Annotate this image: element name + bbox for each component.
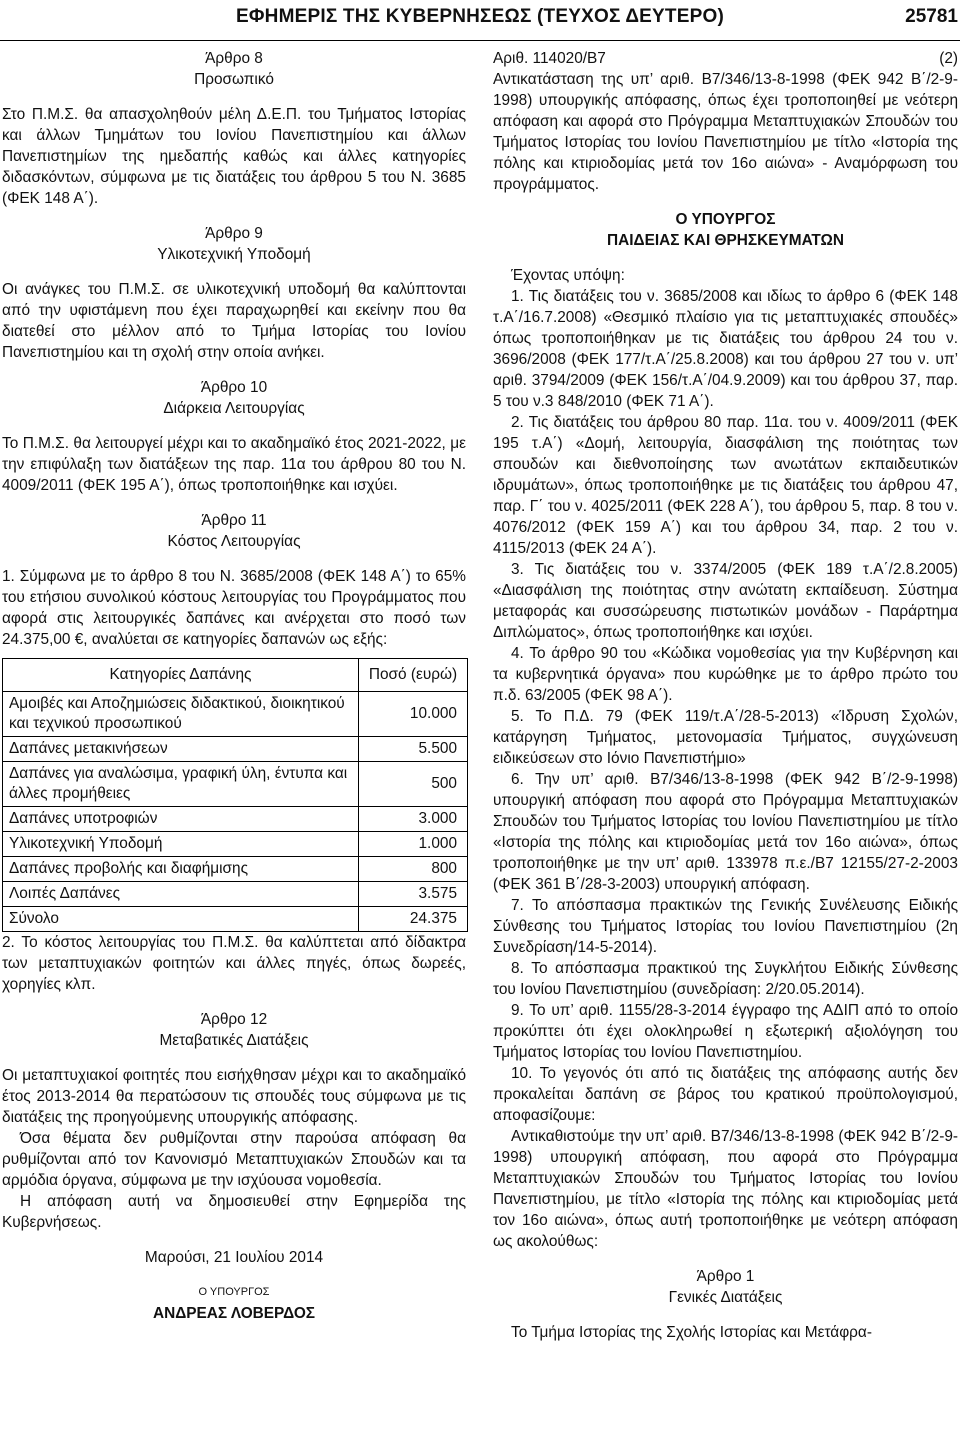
article-12-paragraph: Όσα θέματα δεν ρυθμίζονται στην παρούσα απόφαση θα ρυθμίζονται από τον Κανονισμό Μεταπτυχιακών Σπουδών και τα αρμόδια όργανα, σύμφωνα με την ισχύουσα νομοθεσία. [2,1130,466,1189]
page-number: 25781 [905,6,958,27]
list-item: 3. Τις διατάξεις του ν. 3374/2005 (ΦΕΚ 189 τ.Α΄/2.8.2005) «Διασφάλιση της ποιότητας στην ανώτατη εκπαίδευση. Σύστημα μεταφοράς και συσσώρευσης πιστωτικών μονάδων - Παράρτημα Διπλώματος», όπως τροποποιήθηκε και ισχύει. [493,561,958,641]
right-column [493,48,958,1343]
signer-name: ΑΝΔΡΕΑΣ ΛΟΒΕΡΔΟΣ [152,1305,316,1322]
decision-subject: Αντικατάσταση της υπ’ αριθ. Β7/346/13-8-1998 (ΦΕΚ 942 Β΄/2-9-1998) υπουργικής απόφασης, όπως έχει τροποποιηθεί με νεότερη απόφαση και αφορά στο Πρόγραμμα Μεταπτυχιακών Σπουδών του Τμήματος Ιστορίας του Ιονίου Πανεπιστημίου με τίτλο «Ιστορία της πόλης και κτιριοδομίας μετά τον 16ο αιώνα» - Αναμόρφωση του προγράμματος. [493,71,958,193]
cost-category: Δαπάνες για αναλώσιμα, γραφική ύλη, έντυπα και άλλες προμήθειες [3,762,359,807]
signature-date: Μαρούσι, 21 Ιουλίου 2014 [144,1249,324,1266]
article-1-text: Το Τμήμα Ιστορίας της Σχολής Ιστορίας και Μετάφρα- [511,1324,872,1341]
table-row [3,807,468,832]
decision-reference [493,48,958,69]
cost-amount: 1.000 [359,832,468,857]
list-item: 2. Τις διατάξεις του άρθρου 80 παρ. 11α. του ν. 4009/2011 (ΦΕΚ 195 τ.Α΄) «Δομή, λειτουργία, διασφάλιση της ποιότητας των σπουδών και διεθνοποίησης των ανωτάτων εκπαιδευτικών ιδρυμάτων», όπως τροποποιήθηκε με τις διατάξεις του άρθρου 47, παρ. Γ΄ του ν. 4025/2011 (ΦΕΚ 228 Α΄), του άρθρου 5, παρ. 8 του ν. 4076/2012 (ΦΕΚ 159 Α΄) και του άρθρου 34, παρ. 2 του ν. 4115/2013 (ΦΕΚ 24 Α΄). [493,414,958,557]
cost-table-head-category: Κατηγορίες Δαπάνης [3,659,359,692]
cost-category: Υλικοτεχνική Υποδομή [3,832,359,857]
cost-category: Λοιπές Δαπάνες [3,882,359,907]
list-item: 8. Το απόσπασμα πρακτικού της Συγκλήτου Ειδικής Σύνθεσης του Ιονίου Πανεπιστημίου (συνεδρίαση: 2/20.05.2014). [493,960,958,998]
list-item: 7. Το απόσπασμα πρακτικών της Γενικής Συνέλευσης Ειδικής Σύνθεσης του Τμήματος Ιστορίας του Ιονίου Πανεπιστημίου (2η Συνεδρίαση/14-5-2014). [493,897,958,956]
article-10-title: Άρθρο 10 [200,379,268,396]
cost-amount: 500 [359,762,468,807]
signer-role: Ο ΥΠΟΥΡΓΟΣ [198,1286,270,1298]
ministry-name: ΠΑΙΔΕΙΑΣ ΚΑΙ ΘΡΗΣΚΕΥΜΑΤΩΝ [607,232,844,249]
list-item: 6. Την υπ’ αριθ. Β7/346/13-8-1998 (ΦΕΚ 942 Β΄/2-9-1998) υπουργική απόφαση που αφορά στο Πρόγραμμα Μεταπτυχιακών Σπουδών του Τμήματος Ιστορίας του Ιονίου Πανεπιστημίου με τίτλο «Ιστορία της πόλης και κτιριοδομίας μετά τον 16ο αιώνα», όπως τροποποιήθηκε με την υπ’ αριθ. 133978 π.ε./Β7 12155/27-2-2003 (ΦΕΚ 361 Β΄/28-3-2003) υπουργική απόφαση. [493,771,958,893]
article-10-text: Το Π.Μ.Σ. θα λειτουργεί μέχρι και το ακαδημαϊκό έτος 2021-2022, με την επιφύλαξη των διατάξεων της παρ. 11α του άρθρου 80 του Ν. 4009/2011 (ΦΕΚ 195 Α΄), όπως τροποποιήθηκε και ισχύει. [2,435,466,494]
list-item: 1. Τις διατάξεις του ν. 3685/2008 και ιδίως το άρθρο 6 (ΦΕΚ 148 τ.Α΄/16.7.2008) «Θεσμικό πλαίσιο για τις μεταπτυχιακές σπουδές» όπως τροποποιήθηκαν με τις διατάξεις του άρθρου 24 του ν. 3696/2008 (ΦΕΚ 177/τ.Α΄/25.8.2008) και του άρθρου 27 του ν. υπ’ αριθ. 3794/2009 (ΦΕΚ 156/τ.Α΄/04.9.2009) και του άρθρου 37, παρ. 5 του ν.3 848/2010 (ΦΕΚ 71 Α΄). [493,288,958,410]
minister-title: Ο ΥΠΟΥΡΓΟΣ [675,211,776,228]
decision-number: Αριθ. 114020/Β7 [493,50,606,67]
article-8-subtitle: Προσωπικό [194,71,274,88]
article-11-subtitle: Κόστος Λειτουργίας [167,533,301,550]
cost-amount: 5.500 [359,737,468,762]
table-row-total [3,907,468,932]
cost-amount: 24.375 [359,907,468,932]
page-header [0,0,960,41]
article-9-text: Οι ανάγκες του Π.Μ.Σ. σε υλικοτεχνική υποδομή θα καλύπτονται από την υφιστάμενη που έχει παραχωρηθεί και εκείνην που θα διατεθεί στο μέλλον από το Τμήμα Ιστορίας του Ιονίου Πανεπιστημίου και τη σχολή στην οποία ανήκει. [2,281,466,361]
table-row [3,857,468,882]
table-row [3,882,468,907]
list-item: 9. Το υπ’ αριθ. 1155/28-3-2014 έγγραφο της ΑΔΙΠ από το οποίο προκύπτει ότι έχει ολοκληρωθεί η εξωτερική αξιολόγηση του Τμήματος Ιστορίας του Ιονίου Πανεπιστημίου. [493,1002,958,1061]
cost-table-head-amount: Ποσό (ευρώ) [359,659,468,692]
article-8-text: Στο Π.Μ.Σ. θα απασχοληθούν μέλη Δ.Ε.Π. του Τμήματος Ιστορίας και άλλων Τμημάτων του Ιονίου Πανεπιστημίου και άλλων Πανεπιστημίων της ημεδαπής καθώς και άλλες κατηγορίες διδασκόντων, σύμφωνα με τις διατάξεις του άρθρου 5 του Ν. 3685 (ΦΕΚ 148 Α΄). [2,106,466,207]
cost-category: Αμοιβές και Αποζημιώσεις διδακτικού, διοικητικού και τεχνικού προσωπικού [3,692,359,737]
article-9-subtitle: Υλικοτεχνική Υποδομή [157,246,311,263]
article-12-paragraph: Η απόφαση αυτή να δημοσιευθεί στην Εφημερίδα της Κυβερνήσεως. [2,1193,466,1231]
list-item: 5. Το Π.Δ. 79 (ΦΕΚ 119/τ.Α΄/28-5-2013) «Ίδρυση Σχολών, κατάργηση Τμήματος, μετονομασία Τμήματος, συγχώνευση ειδικεύσεων στο Ιόνιο Πανεπιστήμιο» [493,708,958,767]
article-10-subtitle: Διάρκεια Λειτουργίας [163,400,305,417]
cost-amount: 10.000 [359,692,468,737]
article-11-text-2: 2. Το κόστος λειτουργίας του Π.Μ.Σ. θα καλύπτεται από δίδακτρα των μεταπτυχιακών φοιτητών και άλλες πηγές, όπως δωρεές, χορηγίες κλπ. [2,934,466,993]
article-12-subtitle: Μεταβατικές Διατάξεις [159,1032,309,1049]
cost-category: Δαπάνες υποτροφιών [3,807,359,832]
cost-amount: 3.000 [359,807,468,832]
cost-amount: 3.575 [359,882,468,907]
article-8-title: Άρθρο 8 [205,50,263,67]
cost-table-header [3,659,468,692]
article-1-title: Άρθρο 1 [696,1268,755,1285]
cost-category: Δαπάνες μετακινήσεων [3,737,359,762]
list-item: 10. Το γεγονός ότι από τις διατάξεις της απόφασης αυτής δεν προκαλείται δαπάνη σε βάρος του κρατικού προϋπολογισμού, αποφασίζουμε: [493,1065,958,1124]
article-12-title: Άρθρο 12 [200,1011,268,1028]
cost-amount: 800 [359,857,468,882]
gazette-title: ΕΦΗΜΕΡΙΣ ΤΗΣ ΚΥΒΕΡΝΗΣΕΩΣ (ΤΕΥΧΟΣ ΔΕΥΤΕΡΟ) [236,6,724,27]
cost-category: Σύνολο [3,907,359,932]
cost-category: Δαπάνες προβολής και διαφήμισης [3,857,359,882]
table-row [3,762,468,807]
having-considered: Έχοντας υπόψη: [511,267,625,284]
decision-text: Αντικαθιστούμε την υπ’ αριθ. Β7/346/13-8-1998 (ΦΕΚ 942 Β΄/2-9-1998) υπουργική απόφαση, που αφορά στο Πρόγραμμα Μεταπτυχιακών Σπουδών του Τμήματος Ιστορίας του Ιονίου Πανεπιστημίου, με τίτλο «Ιστορία της πόλης και κτιριοδομίας μετά τον 16ο αιώνα», όπως αυτή τροποποιήθηκε με νεότερη απόφαση ως ακολούθως: [493,1128,958,1250]
cost-table [2,658,468,932]
article-9-title: Άρθρο 9 [205,225,263,242]
table-row [3,737,468,762]
decision-tag: (2) [939,50,958,67]
article-11-title: Άρθρο 11 [201,512,267,529]
list-item: 4. Το άρθρο 90 του «Κώδικα νομοθεσίας για την Κυβέρνηση και τα κυβερνητικά όργανα» που κυρώθηκε με το άρθρο πρώτο του π.δ. 63/2005 (ΦΕΚ 98 Α΄). [493,645,958,704]
table-row [3,692,468,737]
table-row [3,832,468,857]
article-11-text: 1. Σύμφωνα με το άρθρο 8 του Ν. 3685/2008 (ΦΕΚ 148 Α΄) το 65% του ετήσιου συνολικού κόστους λειτουργίας του Προγράμματος που αφορά στις λειτουργικές δαπάνες και ανέρχεται στο ποσό των 24.375,00 €, αναλύεται σε κατηγορίες δαπανών ως εξής: [2,568,466,648]
article-1-subtitle: Γενικές Διατάξεις [668,1289,783,1306]
left-column [2,48,466,1324]
article-12-paragraph: Οι μεταπτυχιακοί φοιτητές που εισήχθησαν μέχρι και το ακαδημαϊκό έτος 2013-2014 θα περατώσουν τις σπουδές τους σύμφωνα με τις διατάξεις της προηγούμενης υπουργικής απόφασης. [2,1067,466,1126]
